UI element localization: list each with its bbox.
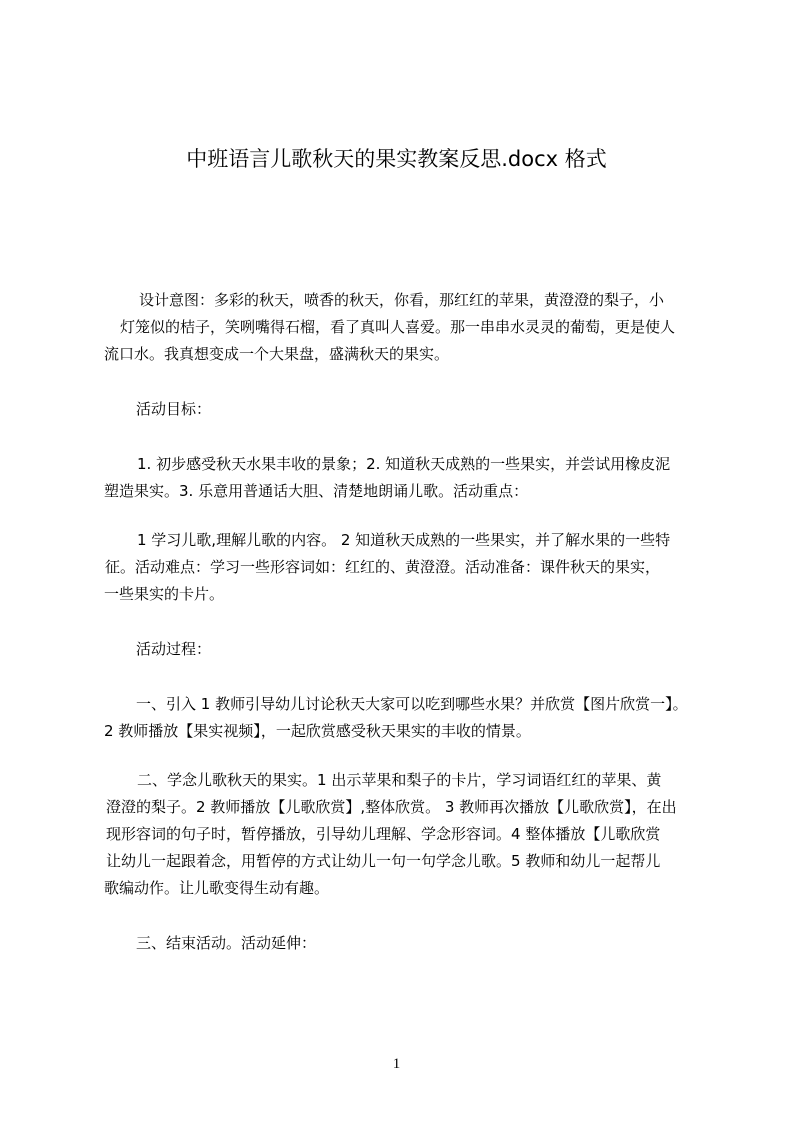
page-number: 1 — [392, 1056, 401, 1072]
text-line: 活动过程： — [136, 640, 212, 658]
text-line: 活动目标： — [136, 400, 212, 418]
text-line: 征。活动难点：学习一些形容词如：红红的、黄澄澄。活动准备：课件秋天的果实， — [105, 558, 661, 576]
text-line: 1. 初步感受秋天水果丰收的景象；2. 知道秋天成熟的一些果实，并尝试用橡皮泥 — [137, 455, 671, 473]
text-line: 歌编动作。让儿歌变得生动有趣。 — [104, 879, 330, 897]
text-line: 流口水。我真想变成一个大果盘，盛满秋天的果实。 — [104, 345, 450, 363]
text-line: 一、引入 1 教师引导幼儿讨论秋天大家可以吃到哪些水果？并欣赏【图片欣赏一】。 — [136, 695, 688, 713]
text-line: 澄澄的梨子。2 教师播放【儿歌欣赏】,整体欣赏。 3 教师再次播放【儿歌欣赏】，在出 — [106, 798, 677, 816]
text-line: 灯笼似的桔子，笑咧嘴得石榴，看了真叫人喜爱。那一串串水灵灵的葡萄，更是使人 — [120, 318, 676, 336]
text-line: 设计意图：多彩的秋天，喷香的秋天，你看，那红红的苹果，黄澄澄的梨子，小 — [139, 291, 665, 309]
text-line: 1 学习儿歌,理解儿歌的内容。 2 知道秋天成熟的一些果实，并了解水果的一些特 — [137, 531, 671, 549]
text-line: 一些果实的卡片。 — [104, 585, 225, 603]
text-line: 现形容词的句子时，暂停播放，引导幼儿理解、学念形容词。4 整体播放【儿歌欣赏 — [106, 825, 661, 843]
text-line: 二、学念儿歌秋天的果实。1 出示苹果和梨子的卡片，学习词语红红的苹果、黄 — [137, 771, 662, 789]
text-line: 2 教师播放【果实视频】，一起欣赏感受秋天果实的丰收的情景。 — [104, 722, 531, 740]
text-line: 塑造果实。3. 乐意用普通话大胆、清楚地朗诵儿歌。活动重点： — [104, 482, 529, 500]
document-title: 中班语言儿歌秋天的果实教案反思.docx 格式 — [186, 147, 607, 171]
text-line: 让幼儿一起跟着念，用暂停的方式让幼儿一句一句学念儿歌。5 教师和幼儿一起帮儿 — [106, 852, 661, 870]
text-line: 三、结束活动。活动延伸： — [136, 934, 317, 952]
